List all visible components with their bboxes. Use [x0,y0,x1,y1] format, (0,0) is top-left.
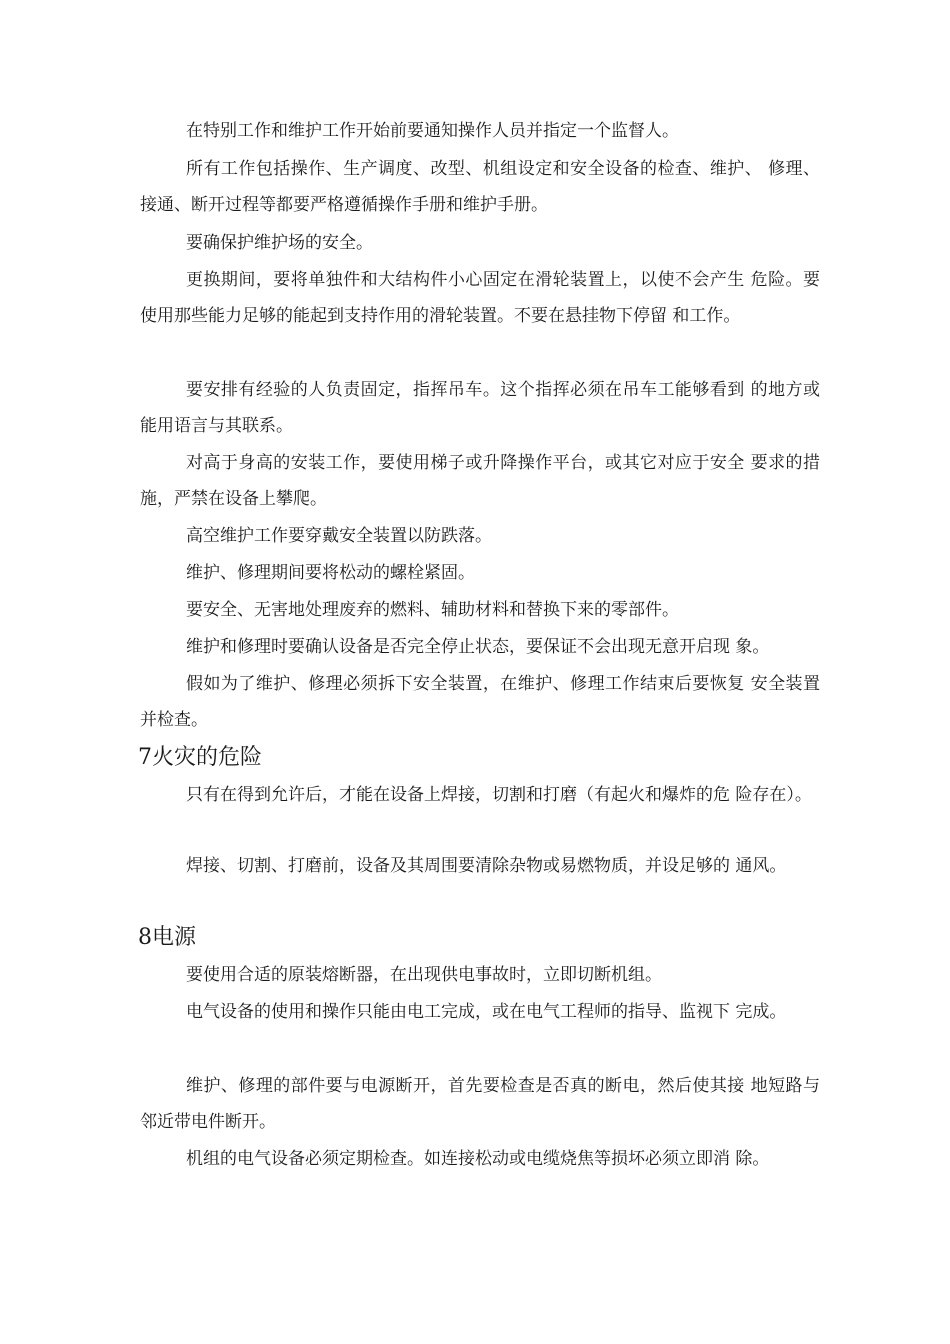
paragraph: 在特别工作和维护工作开始前要通知操作人员并指定一个监督人。 [186,121,679,141]
paragraph: 只有在得到允许后，才能在设备上焊接，切割和打磨（有起火和爆炸的危 险存在）。 [186,785,812,805]
paragraph: 高空维护工作要穿戴安全装置以防跌落。 [186,526,492,546]
section-heading: 7火灾的危险 [138,745,262,770]
paragraph: 所有工作包括操作、生产调度、改型、机组设定和安全设备的检查、维护、 修理、接通、断开过程等都要严格遵循操作手册和维护手册。 [140,159,820,215]
section-heading: 8电源 [138,925,196,950]
paragraph: 维护和修理时要确认设备是否完全停止状态，要保证不会出现无意开启现 象。 [186,637,770,657]
paragraph: 要安全、无害地处理废弃的燃料、辅助材料和替换下来的零部件。 [186,600,679,620]
paragraph: 焊接、切割、打磨前，设备及其周围要清除杂物或易燃物质，并设足够的 通风。 [186,856,787,876]
paragraph: 维护、修理期间要将松动的螺栓紧固。 [186,563,475,583]
paragraph: 机组的电气设备必须定期检查。如连接松动或电缆烧焦等损坏必须立即消 除。 [186,1149,770,1169]
paragraph: 维护、修理的部件要与电源断开，首先要检查是否真的断电，然后使其接 地短路与邻近带电件断开。 [140,1076,820,1132]
paragraph: 更换期间，要将单独件和大结构件小心固定在滑轮装置上，以使不会产生 危险。要使用那些能力足够的能起到支持作用的滑轮装置。不要在悬挂物下停留 和工作。 [140,270,820,326]
paragraph: 电气设备的使用和操作只能由电工完成，或在电气工程师的指导、监视下 完成。 [186,1002,787,1022]
paragraph: 要确保护维护场的安全。 [186,233,373,253]
paragraph: 对高于身高的安装工作，要使用梯子或升降操作平台，或其它对应于安全 要求的措施，严禁在设备上攀爬。 [140,453,820,509]
paragraph: 假如为了维护、修理必须拆下安全装置，在维护、修理工作结束后要恢复 安全装置并检查。 [140,674,820,730]
paragraph: 要使用合适的原装熔断器，在出现供电事故时，立即切断机组。 [186,965,662,985]
paragraph: 要安排有经验的人负责固定，指挥吊车。这个指挥必须在吊车工能够看到 的地方或能用语言与其联系。 [140,380,820,436]
